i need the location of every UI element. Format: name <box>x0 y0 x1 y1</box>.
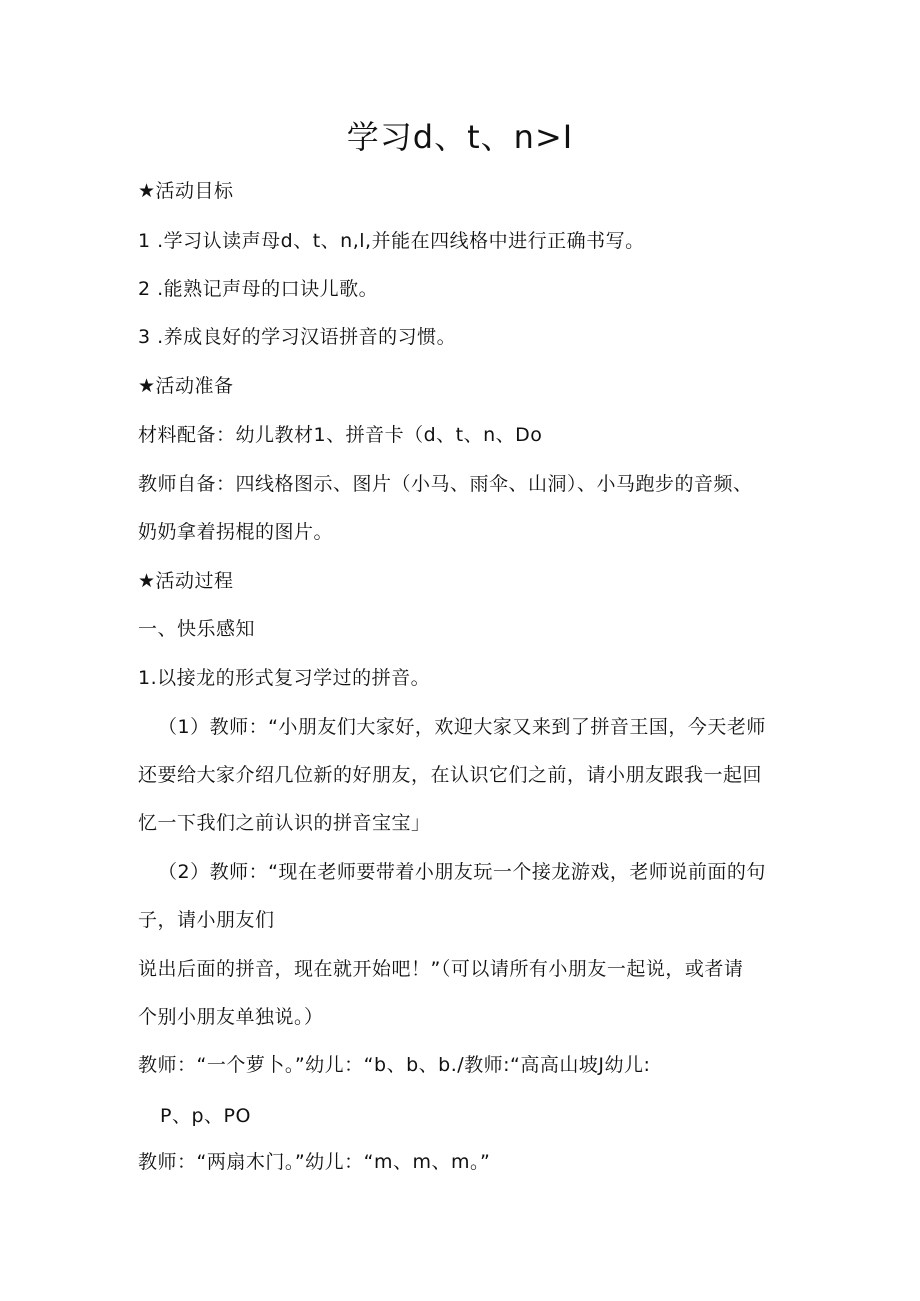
goal-item-1: 1 .学习认读声母d、t、n,l,并能在四线格中进行正确书写。 <box>138 230 645 252</box>
paragraph-2-line-1: （2）教师：“现在老师要带着小朋友玩一个接龙游戏，老师说前面的句 <box>158 861 766 883</box>
subheading-happy-perception: 一、快乐感知 <box>138 618 256 640</box>
paragraph-1-line-2: 还要给大家介绍几位新的好朋友，在认识它们之前，请小朋友跟我一起回 <box>138 764 763 786</box>
paragraph-1-line-3: 忆一下我们之前认识的拼音宝宝」 <box>138 812 431 834</box>
section-heading-goals: ★活动目标 <box>138 180 234 202</box>
section-heading-prep: ★活动准备 <box>138 375 234 397</box>
paragraph-2-line-2: 子，请小朋友们 <box>138 909 275 931</box>
paragraph-1-line-1: （1）教师：“小朋友们大家好，欢迎大家又来到了拼音王国，今天老师 <box>158 716 766 738</box>
goal-item-3: 3 .养成良好的学习汉语拼音的习惯。 <box>138 326 457 348</box>
prep-materials: 材料配备：幼儿教材1、拼音卡（d、t、n、Do <box>138 424 543 446</box>
prep-teacher-line-1: 教师自备：四线格图示、图片（小马、雨伞、山洞）、小马跑步的音频、 <box>138 473 753 495</box>
prep-teacher-line-2: 奶奶拿着拐棍的图片。 <box>138 521 334 543</box>
section-heading-process: ★活动过程 <box>138 570 234 592</box>
dialogue-line-1: 教师：“一个萝卜。”幼儿：“b、b、b.∕教师:“高高山坡J幼儿: <box>138 1054 651 1076</box>
dialogue-line-3: 教师：“两扇木门。”幼儿：“m、m、m。” <box>138 1151 491 1173</box>
dialogue-line-2: P、p、PO <box>160 1105 251 1127</box>
paragraph-2-line-4: 个别小朋友单独说。） <box>138 1006 324 1028</box>
paragraph-2-line-3: 说出后面的拼音，现在就开始吧！”（可以请所有小朋友一起说，或者请 <box>138 958 744 980</box>
process-step-1: 1.以接龙的形式复习学过的拼音。 <box>138 667 431 689</box>
goal-item-2: 2 .能熟记声母的口诀儿歌。 <box>138 278 379 300</box>
page-title: 学习d、t、n>I <box>346 118 574 156</box>
